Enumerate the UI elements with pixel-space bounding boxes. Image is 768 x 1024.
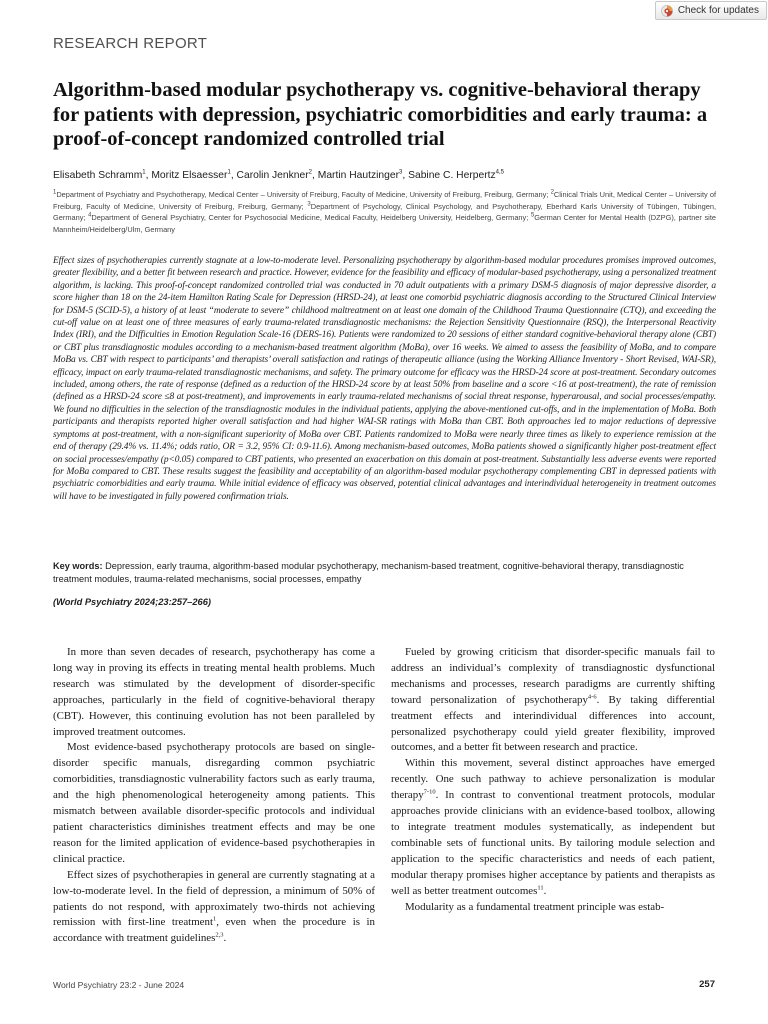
author-affiliation-mark: 3 [399, 169, 403, 176]
affiliation-text: Department of General Psychiatry, Center for Psychosocial Medicine, Medical Faculty, Heidelberg University, Heidelberg, Germany; [91, 213, 531, 223]
body-paragraph [391, 900, 715, 916]
affiliation-text: Clinical Trials Unit, Medical Center – University of Freiburg, Faculty of Medicine, University of Freiburg, Freiburg, Germany; [53, 190, 717, 211]
affiliation-number: 1 [53, 189, 57, 196]
body-text: Most evidence-based psychotherapy protocols are based on single-disorder specific manuals, disregarding common psychiatric comorbidities, transdiagnostic vulnerability factors such as early trauma, and the high phenomenological heterogeneity among patients. This mismatch between available disorder-specific protocols and individual patient characteristics diminishes treatment effects and may be one reason for the limited application of evidence-based psychotherapies in clinical practice. [53, 741, 375, 865]
body-column-left [53, 645, 375, 947]
body-paragraph [391, 645, 715, 756]
check-for-updates-button[interactable] [655, 1, 767, 20]
footer-journal: World Psychiatry 23:2 - June 2024 [53, 980, 185, 990]
reference-mark: 4-6 [587, 693, 597, 701]
body-text: Fueled by growing criticism that disorder-specific manuals fail to address an individual’s complexity of transdiagnostic dysfunctional mechanisms and processes, research paradigms are currently shifting toward personalization of psychotherapy [391, 646, 715, 706]
author-name: Carolin Jenkner [236, 170, 309, 181]
body-paragraph [391, 756, 715, 899]
body-text: . [223, 932, 227, 945]
affiliations [53, 189, 716, 236]
body-text: Modularity as a fundamental treatment principle was estab- [405, 900, 665, 913]
affiliation-number: 2 [550, 189, 554, 196]
reference-mark: 11 [537, 883, 544, 891]
body-text: . In contrast to conventional treatment protocols, modular approaches provide clinicians with an evidence-based toolbox, allowing to integrate treatment modules systematically, as independent but combinable sets of functional units. By tailoring module selection and application to the specific characteristics and needs of each patient, modular therapy promises higher acceptance by patients and therapists as well as better treatment outcomes [391, 789, 715, 897]
author-affiliation-mark: 1 [227, 169, 231, 176]
reference-mark: 2,3 [215, 931, 224, 939]
author-name: Moritz Elsaesser [151, 170, 228, 181]
check-updates-icon [661, 5, 673, 17]
section-label: RESEARCH REPORT [53, 35, 208, 52]
page-number: 257 [699, 979, 715, 990]
body-text: , even when the procedure is in accordance with treatment guidelines [53, 916, 375, 945]
affiliation-number: 4 [88, 212, 92, 219]
reference-mark: 1 [212, 915, 217, 923]
body-text: In more than seven decades of research, psychotherapy has come a long way in proving its effects in treating mental health problems. Much research was stimulated by the development of disorder-specific approaches, particularly in the field of cognitive-behavioral therapy (CBT). However, this continuing evolution has not been paralleled by improved treatment outcomes. [53, 646, 375, 738]
affiliation-text: Department of Psychiatry and Psychotherapy, Medical Center – University of Freiburg, Faculty of Medicine, University of Freiburg, Freiburg, Germany; [56, 190, 551, 199]
affiliation-text: Department of Psychology, Clinical Psychology, and Psychotherapy, Eberhard Karls University of Tübingen, Tübingen, Germany; [53, 201, 716, 223]
reference-mark: 7-10 [423, 788, 436, 796]
affiliation-number: 3 [307, 201, 311, 208]
body-paragraph [53, 645, 375, 740]
author-name: Martin Hautzinger [317, 170, 400, 181]
body-text: . By taking differential treatment effects and interindividual differences into account, personalized psychotherapy could yield greater flexibility, improved outcomes, and a better fit between research and practice. [391, 693, 715, 754]
author-name: Elisabeth Schramm [53, 170, 143, 181]
body-text: Within this movement, several distinct approaches have emerged recently. One such pathway to achieve personalization is modular therapy [391, 757, 715, 802]
abstract: Effect sizes of psychotherapies currently stagnate at a low-to-moderate level. Personalizing psychotherapy by algorithm-based modular procedures promises improved outcomes, greater flexibility, and a better fit between research and practice. However, evidence for the feasibility and efficacy of modular-based psychotherapy, using a personalized treatment algorithm, is lacking. This proof-of-concept randomized controlled trial was conducted in 70 adult outpatients with a primary DSM-5 diagnosis of major depressive disorder, a score higher than 18 on the 24-item Hamilton Rating Scale for Depression (HRSD-24), at least one comorbid psychiatric diagnosis according to the Structured Clinical Interview for DSM-5 (SCID-5), a history of at least “moderate to severe” childhood maltreatment on at least one domain of the Childhood Trauma Questionnaire (CTQ), and exceeding the cut-off value on at least one of three measures of early trauma-related transdiagnostic mechanisms: the Rejection Sensitivity Questionnaire (RSQ), the Interpersonal Reactivity Index (IRI), and the Difficulties in Emotion Regulation Scale-16 (DERS-16). Patients were randomized to 20 sessions of either standard cognitive-behavioral therapy alone (CBT) or CBT plus transdiagnostic modules according to a mechanism-based treatment algorithm (MoBa), over 16 weeks. We aimed to assess the feasibility of MoBa, and to compare MoBa vs. CBT with respect to participants’ and therapists’ overall satisfaction and ratings of therapeutic alliance (using the Working Alliance Inventory - Short Revised, WAI-SR), efficacy, impact on early trauma-related transdiagnostic mechanisms, and safety. The primary outcome for efficacy was the HRSD-24 score at post-treatment. Secondary outcomes included, among others, the rate of response (defined as a reduction of the HRSD-24 score by at least 50% from baseline and a score <16 at post-treatment), the rate of remission (defined as a HRSD-24 score ≤8 at post-treatment), and improvements in early trauma-related mechanisms of social threat response, hyperarousal, and social processes/empathy. We found no difficulties in the selection of the transdiagnostic modules in the individual patients, applying the above-mentioned cut-offs, and in the implementation of MoBa. Both participants and therapists reported higher overall satisfaction and had higher WAI-SR ratings with MoBa than CBT. Both approaches led to major reductions of depressive symptoms at post-treatment, with a non-significant superiority of MoBa over CBT. Patients randomized to MoBa were nearly three times as likely to experience remission at the end of therapy (29.4% vs. 11.4%; odds ratio, OR = 3.2, 95% CI: 0.9-11.6). Among mechanism-based outcomes, MoBa patients showed a significantly higher post-treatment effect on social processes/empathy (p<0.05) compared to CBT patients, who presented an exacerbation on this domain at post-treatment. Substantially less adverse events were reported for MoBa compared to CBT. These results suggest the feasibility and acceptability of an algorithm-based modular psychotherapy complementing CBT in depressed patients with psychiatric comorbidities and early trauma. While initial evidence of efficacy was observed, potential clinical advantages and interindividual heterogeneity in treatment outcomes will have to be investigated in fully powered confirmation trials. [53, 256, 716, 502]
author-list: Elisabeth Schramm$^1$, Moritz Elsaesser$^1$, Carolin Jenkner$^2$, Martin Hautzinger$^3$, Sabine C. Herpertz$^{4,5}$ [53, 169, 505, 181]
affiliation-text: German Center for Mental Health (DZPG), partner site Mannheim/Heidelberg/Ulm, Germany [53, 213, 716, 235]
author-affiliation-mark: 2 [308, 169, 313, 176]
author-name: Sabine C. Herpertz [408, 170, 496, 181]
check-updates-label: Check for updates [677, 5, 759, 16]
keywords-text: Depression, early trauma, algorithm-based modular psychotherapy, mechanism-based treatment, cognitive-behavioral therapy, transdiagnostic treatment modules, trauma-related mechanisms, social processes, empathy [53, 561, 684, 584]
author-affiliation-mark: 4,5 [495, 169, 505, 176]
body-column-right [391, 645, 715, 915]
affiliation-number: 5 [530, 212, 535, 219]
body-text: Effect sizes of psychotherapies in general are currently stagnating at a low-to-moderate level. In the field of depression, a minimum of 50% of patients do not respond, with approximately two-thirds not achieving remission with first-line treatment [53, 868, 375, 929]
body-paragraph [53, 868, 375, 948]
article-title: Algorithm-based modular psychotherapy vs. cognitive-behavioral therapy for patients with depression, psychiatric comorbidities and early trauma: a proof-of-concept randomized controlled trial [53, 79, 708, 150]
keywords-label: Key words: [53, 561, 103, 571]
keywords [53, 560, 716, 585]
author-affiliation-mark: 1 [142, 169, 146, 176]
body-paragraph [53, 740, 375, 867]
body-text: . [543, 884, 547, 897]
journal-citation: (World Psychiatry 2024;23:257–266) [53, 597, 211, 607]
